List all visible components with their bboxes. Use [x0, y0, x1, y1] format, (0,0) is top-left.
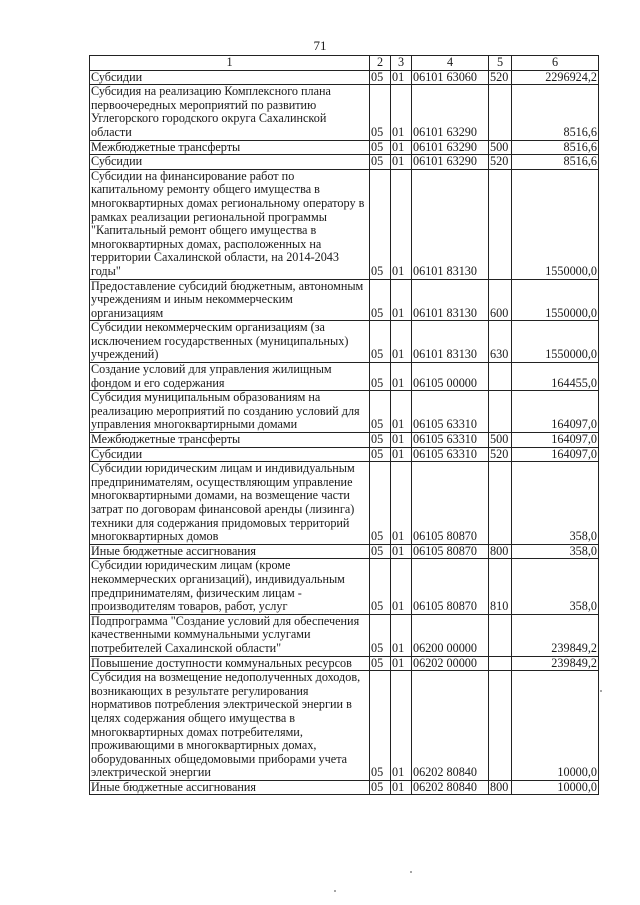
row-amount: 8516,6 — [512, 85, 599, 140]
row-expense-type — [489, 363, 512, 391]
row-section: 05 — [370, 391, 391, 433]
row-amount: 1550000,0 — [512, 279, 599, 321]
row-target-code: 06202 80840 — [412, 780, 489, 795]
row-section: 05 — [370, 559, 391, 614]
header-col-4: 4 — [412, 56, 489, 71]
row-name: Субсидии юридическим лицам (кроме некоммерческих организаций), индивидуальным предпринимателям, физическим лицам - производителям товаров, работ, услуг — [90, 559, 370, 614]
row-subsection: 01 — [391, 544, 412, 559]
row-section: 05 — [370, 614, 391, 656]
row-target-code: 06105 80870 — [412, 544, 489, 559]
row-target-code: 06101 83130 — [412, 169, 489, 279]
row-expense-type — [489, 85, 512, 140]
header-col-1: 1 — [90, 56, 370, 71]
row-name: Иные бюджетные ассигнования — [90, 544, 370, 559]
row-expense-type — [489, 671, 512, 781]
row-section: 05 — [370, 462, 391, 545]
row-amount: 164455,0 — [512, 363, 599, 391]
table-row — [90, 169, 599, 279]
row-target-code: 06105 80870 — [412, 462, 489, 545]
row-subsection: 01 — [391, 140, 412, 155]
table-row — [90, 279, 599, 321]
row-amount: 8516,6 — [512, 155, 599, 170]
row-name: Межбюджетные трансферты — [90, 433, 370, 448]
row-expense-type: 810 — [489, 559, 512, 614]
row-amount: 239849,2 — [512, 656, 599, 671]
row-subsection: 01 — [391, 70, 412, 85]
table-row — [90, 155, 599, 170]
row-section: 05 — [370, 140, 391, 155]
row-target-code: 06101 63290 — [412, 155, 489, 170]
row-amount: 2296924,2 — [512, 70, 599, 85]
row-section: 05 — [370, 85, 391, 140]
table-row — [90, 70, 599, 85]
row-expense-type: 520 — [489, 155, 512, 170]
row-expense-type — [489, 462, 512, 545]
scan-speck — [334, 890, 336, 892]
row-name: Субсидия на возмещение недополученных доходов, возникающих в результате регулирования нормативов потребления электрической энергии в целях содержания общего имущества в многоквартирных домах потребителями, проживающими в многоквартирных домах, оборудованных общедомовыми приборами учета электрической энергии — [90, 671, 370, 781]
row-subsection: 01 — [391, 780, 412, 795]
table-row — [90, 671, 599, 781]
row-subsection: 01 — [391, 363, 412, 391]
row-target-code: 06202 00000 — [412, 656, 489, 671]
row-target-code: 06101 83130 — [412, 279, 489, 321]
row-name: Субсидии на финансирование работ по капитальному ремонту общего имущества в многоквартирных домах региональному оператору в рамках реализации региональной программы "Капитальный ремонт общего имущества в многоквартирных домах, расположенных на территории Сахалинской области, на 2014-2043 годы" — [90, 169, 370, 279]
row-subsection: 01 — [391, 391, 412, 433]
scan-speck — [410, 871, 412, 873]
row-section: 05 — [370, 321, 391, 363]
row-subsection: 01 — [391, 462, 412, 545]
page-number: 71 — [313, 38, 327, 53]
row-expense-type: 500 — [489, 433, 512, 448]
row-section: 05 — [370, 447, 391, 462]
header-row — [90, 56, 599, 71]
row-subsection: 01 — [391, 169, 412, 279]
row-subsection: 01 — [391, 671, 412, 781]
row-subsection: 01 — [391, 321, 412, 363]
row-amount: 164097,0 — [512, 447, 599, 462]
row-name: Субсидии юридическим лицам и индивидуальным предпринимателям, осуществляющим управление многоквартирными домами, на возмещение части затрат по договорам финансовой аренды (лизинга) техники для содержания придомовых территорий многоквартирных домов — [90, 462, 370, 545]
row-expense-type: 800 — [489, 544, 512, 559]
row-section: 05 — [370, 70, 391, 85]
row-name: Создание условий для управления жилищным фондом и его содержания — [90, 363, 370, 391]
row-target-code: 06101 63290 — [412, 85, 489, 140]
row-section: 05 — [370, 433, 391, 448]
row-expense-type — [489, 169, 512, 279]
row-target-code: 06202 80840 — [412, 671, 489, 781]
row-subsection: 01 — [391, 279, 412, 321]
row-amount: 1550000,0 — [512, 169, 599, 279]
row-amount: 8516,6 — [512, 140, 599, 155]
row-name: Субсидии некоммерческим организациям (за исключением государственных (муниципальных) учреждений) — [90, 321, 370, 363]
row-section: 05 — [370, 279, 391, 321]
row-subsection: 01 — [391, 433, 412, 448]
row-expense-type — [489, 391, 512, 433]
table-row — [90, 462, 599, 545]
row-expense-type: 630 — [489, 321, 512, 363]
row-amount: 358,0 — [512, 462, 599, 545]
row-target-code: 06105 63310 — [412, 447, 489, 462]
scan-speck — [600, 690, 602, 692]
row-name: Субсидии — [90, 447, 370, 462]
table-row — [90, 656, 599, 671]
header-col-2: 2 — [370, 56, 391, 71]
table-row — [90, 85, 599, 140]
row-target-code: 06105 00000 — [412, 363, 489, 391]
row-target-code: 06101 63060 — [412, 70, 489, 85]
table-row — [90, 321, 599, 363]
table-row — [90, 447, 599, 462]
row-expense-type — [489, 614, 512, 656]
row-amount: 10000,0 — [512, 780, 599, 795]
row-section: 05 — [370, 671, 391, 781]
row-name: Межбюджетные трансферты — [90, 140, 370, 155]
row-name: Подпрограмма "Создание условий для обеспечения качественными коммунальными услугами потребителей Сахалинской области" — [90, 614, 370, 656]
row-name: Предоставление субсидий бюджетным, автономным учреждениям и иным некоммерческим организациям — [90, 279, 370, 321]
row-target-code: 06200 00000 — [412, 614, 489, 656]
row-amount: 358,0 — [512, 544, 599, 559]
row-section: 05 — [370, 155, 391, 170]
row-expense-type: 800 — [489, 780, 512, 795]
row-subsection: 01 — [391, 85, 412, 140]
table-row — [90, 363, 599, 391]
header-col-5: 5 — [489, 56, 512, 71]
header-col-3: 3 — [391, 56, 412, 71]
row-target-code: 06101 83130 — [412, 321, 489, 363]
row-section: 05 — [370, 169, 391, 279]
row-subsection: 01 — [391, 559, 412, 614]
row-target-code: 06105 80870 — [412, 559, 489, 614]
row-subsection: 01 — [391, 447, 412, 462]
row-amount: 164097,0 — [512, 433, 599, 448]
row-section: 05 — [370, 363, 391, 391]
row-name: Повышение доступности коммунальных ресурсов — [90, 656, 370, 671]
table-row — [90, 391, 599, 433]
table-row — [90, 559, 599, 614]
row-expense-type — [489, 656, 512, 671]
table-row — [90, 140, 599, 155]
row-target-code: 06101 63290 — [412, 140, 489, 155]
row-subsection: 01 — [391, 155, 412, 170]
row-expense-type: 520 — [489, 447, 512, 462]
row-subsection: 01 — [391, 614, 412, 656]
row-section: 05 — [370, 656, 391, 671]
row-target-code: 06105 63310 — [412, 433, 489, 448]
row-target-code: 06105 63310 — [412, 391, 489, 433]
header-col-6: 6 — [512, 56, 599, 71]
table-row — [90, 614, 599, 656]
row-expense-type: 600 — [489, 279, 512, 321]
row-name: Субсидии — [90, 155, 370, 170]
row-amount: 164097,0 — [512, 391, 599, 433]
row-section: 05 — [370, 544, 391, 559]
table-row — [90, 433, 599, 448]
row-amount: 239849,2 — [512, 614, 599, 656]
row-amount: 358,0 — [512, 559, 599, 614]
row-amount: 10000,0 — [512, 671, 599, 781]
row-name: Субсидии — [90, 70, 370, 85]
row-name: Субсидия на реализацию Комплексного плана первоочередных мероприятий по развитию Углегорского городского округа Сахалинской области — [90, 85, 370, 140]
row-amount: 1550000,0 — [512, 321, 599, 363]
row-expense-type: 520 — [489, 70, 512, 85]
budget-table — [89, 55, 599, 795]
row-name: Иные бюджетные ассигнования — [90, 780, 370, 795]
table-row — [90, 544, 599, 559]
row-name: Субсидия муниципальным образованиям на реализацию мероприятий по созданию условий для управления многоквартирными домами — [90, 391, 370, 433]
row-section: 05 — [370, 780, 391, 795]
table-row — [90, 780, 599, 795]
row-expense-type: 500 — [489, 140, 512, 155]
row-subsection: 01 — [391, 656, 412, 671]
